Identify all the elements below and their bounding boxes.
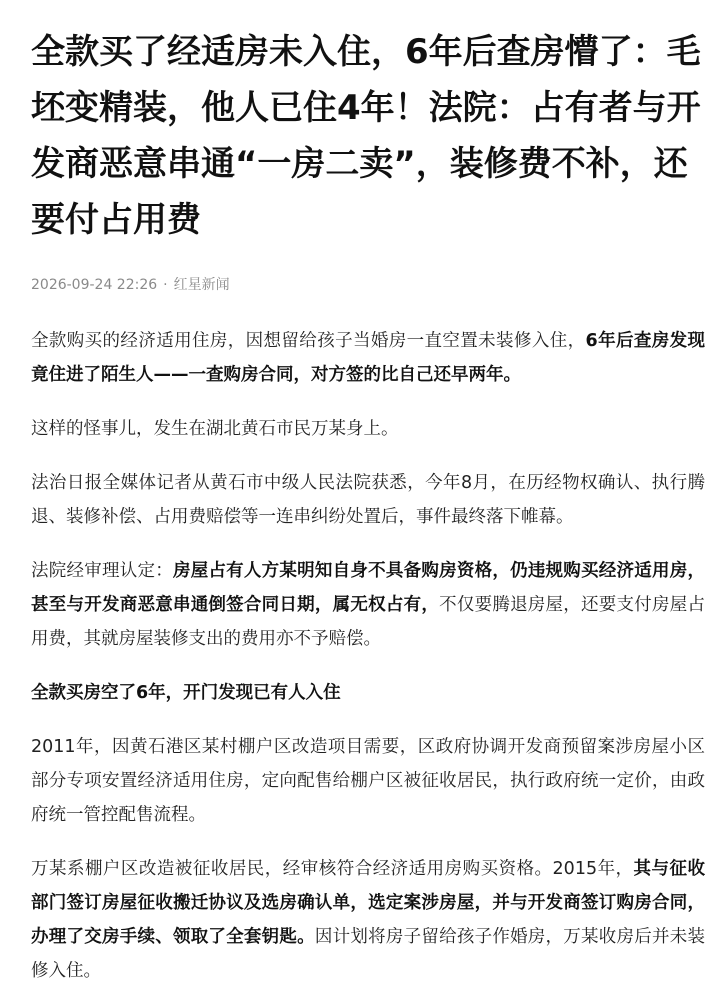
paragraph-3: 法治日报全媒体记者从黄石市中级人民法院获悉，今年8月，在历经物权确认、执行腾退、装修补偿、占用费赔偿等一连串纠纷处置后，事件最终落下帷幕。 — [31, 473, 705, 527]
paragraph-4-tail: 不仅要腾退房屋，还要支付房屋占用费，其就房屋装修支出的费用亦不予赔偿。 — [31, 595, 705, 649]
paragraph-4 — [31, 554, 705, 656]
paragraph-6 — [31, 852, 705, 988]
paragraph-1-text: 全款购买的经济适用住房，因想留给孩子当婚房一直空置未装修入住， — [31, 331, 586, 351]
paragraph-2: 这样的怪事儿，发生在湖北黄石市民万某身上。 — [31, 419, 399, 439]
article-meta — [31, 275, 705, 295]
paragraph-6-tail: 因计划将房子留给孩子作婚房，万某收房后并未装修入住。 — [31, 927, 705, 981]
paragraph-6-lead: 万某系棚户区改造被征收居民，经审核符合经济适用房购买资格。2015年， — [31, 859, 634, 879]
publish-date: 2026-09-24 22:26 — [31, 277, 158, 293]
source-name[interactable]: 红星新闻 — [173, 277, 230, 293]
paragraph-5: 2011年，因黄石港区某村棚户区改造项目需要，区政府协调开发商预留案涉房屋小区部分专项安置经济适用住房，定向配售给棚户区被征收居民，执行政府统一定价，由政府统一管控配售流程。 — [31, 737, 705, 825]
paragraph-1-bold: 6年后查房发现竟住进了陌生人——一查购房合同，对方签的比自己还早两年。 — [31, 331, 705, 385]
paragraph-1 — [31, 324, 705, 392]
paragraph-4-lead: 法院经审理认定： — [31, 561, 173, 581]
article-title: 全款买了经适房未入住，6年后查房懵了：毛坯变精装，他人已住4年！法院：占有者与开发商恶意串通“一房二卖”，装修费不补，还要付占用费 — [31, 32, 701, 240]
section-heading: 全款买房空了6年，开门发现已有人入住 — [31, 683, 341, 703]
meta-separator: · — [163, 277, 168, 293]
paragraph-4-bold: 房屋占有人方某明知自身不具备购房资格，仍违规购买经济适用房，甚至与开发商恶意串通倒签合同日期，属无权占有， — [31, 561, 706, 615]
paragraph-6-bold: 其与征收部门签订房屋征收搬迁协议及选房确认单，选定案涉房屋，并与开发商签订购房合同，办理了交房手续、领取了全套钥匙。 — [31, 859, 705, 947]
article-body — [31, 324, 705, 988]
